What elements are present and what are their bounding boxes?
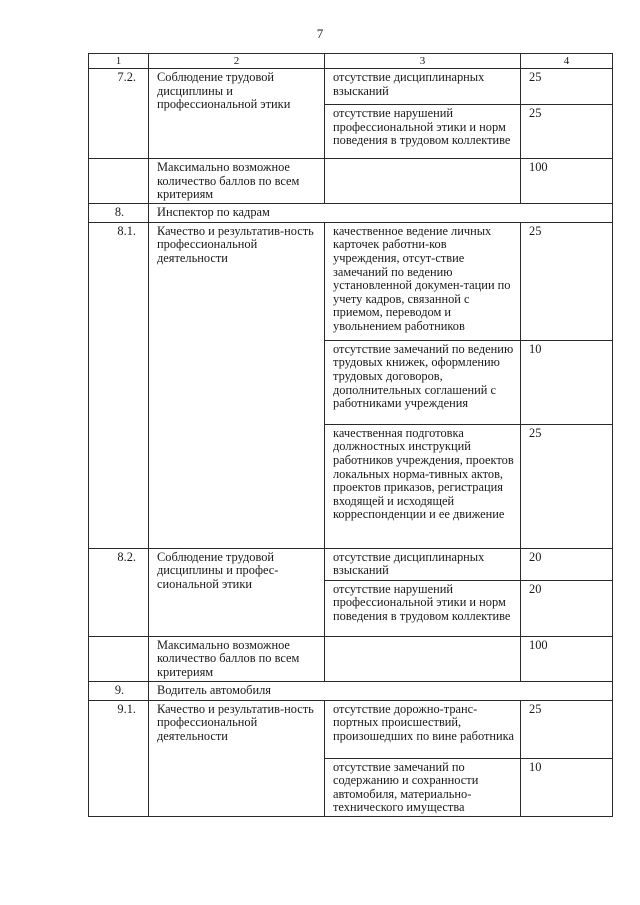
points-cell: 100: [521, 636, 613, 681]
criteria-table: [88, 53, 613, 817]
table-row: [89, 69, 613, 105]
table-header-row: [89, 54, 613, 69]
row-number: [89, 636, 149, 681]
indicator-cell: отсутствие дисциплинарных взысканий: [325, 69, 521, 105]
points-cell: 25: [521, 105, 613, 159]
indicator-cell: качественная подготовка должностных инструкций работников учреждения, проектов локальных норма-тивных актов, проектов приказов, регистрация входящей и исходящей корреспонденции и ее движение: [325, 424, 521, 548]
section-row: [89, 681, 613, 700]
points-cell: 20: [521, 580, 613, 636]
section-row: [89, 203, 613, 222]
indicator-cell: качественное ведение личных карточек работни-ков учреждения, отсут-ствие замечаний по ведению установленной докумен-тации по учету кадров, связанной с приемом, переводом и увольнением работников: [325, 222, 521, 340]
table-row: [89, 700, 613, 758]
table-row: [89, 222, 613, 340]
row-number: 8.1.: [89, 222, 149, 548]
table-row: [89, 636, 613, 681]
points-cell: 25: [521, 222, 613, 340]
indicator-cell: отсутствие нарушений профессиональной этики и норм поведения в трудовом коллективе: [325, 105, 521, 159]
indicator-cell: отсутствие дисциплинарных взысканий: [325, 548, 521, 580]
indicator-cell: отсутствие дорожно-транс-портных происшествий, произошедших по вине работника: [325, 700, 521, 758]
criterion-cell: Качество и результатив-ность профессиональной деятельности: [149, 222, 325, 548]
header-col-1: 1: [89, 54, 149, 69]
indicator-cell: [325, 159, 521, 204]
row-number: 8.2.: [89, 548, 149, 636]
row-number: 7.2.: [89, 69, 149, 159]
table-row: [89, 548, 613, 580]
row-number: 9.1.: [89, 700, 149, 816]
section-number: 8.: [89, 203, 149, 222]
header-col-2: 2: [149, 54, 325, 69]
indicator-cell: отсутствие замечаний по ведению трудовых книжек, оформлению трудовых договоров, дополнительных соглашений с работниками учреждения: [325, 340, 521, 424]
criterion-cell: Максимально возможное количество баллов по всем критериям: [149, 636, 325, 681]
points-cell: 25: [521, 69, 613, 105]
section-number: 9.: [89, 681, 149, 700]
points-cell: 10: [521, 758, 613, 816]
indicator-cell: отсутствие замечаний по содержанию и сохранности автомобиля, материально-технического имущества: [325, 758, 521, 816]
points-cell: 20: [521, 548, 613, 580]
header-col-3: 3: [325, 54, 521, 69]
points-cell: 100: [521, 159, 613, 204]
criterion-cell: Максимально возможное количество баллов по всем критериям: [149, 159, 325, 204]
section-title: Инспектор по кадрам: [149, 203, 613, 222]
page-number: 7: [316, 26, 324, 41]
points-cell: 25: [521, 700, 613, 758]
section-title: Водитель автомобиля: [149, 681, 613, 700]
points-cell: 10: [521, 340, 613, 424]
criterion-cell: Качество и результатив-ность профессиональной деятельности: [149, 700, 325, 816]
criterion-cell: Соблюдение трудовой дисциплины и профессиональной этики: [149, 69, 325, 159]
header-col-4: 4: [521, 54, 613, 69]
criterion-cell: Соблюдение трудовой дисциплины и профес-сиональной этики: [149, 548, 325, 636]
points-cell: 25: [521, 424, 613, 548]
indicator-cell: отсутствие нарушений профессиональной этики и норм поведения в трудовом коллективе: [325, 580, 521, 636]
row-number: [89, 159, 149, 204]
table-row: [89, 159, 613, 204]
indicator-cell: [325, 636, 521, 681]
